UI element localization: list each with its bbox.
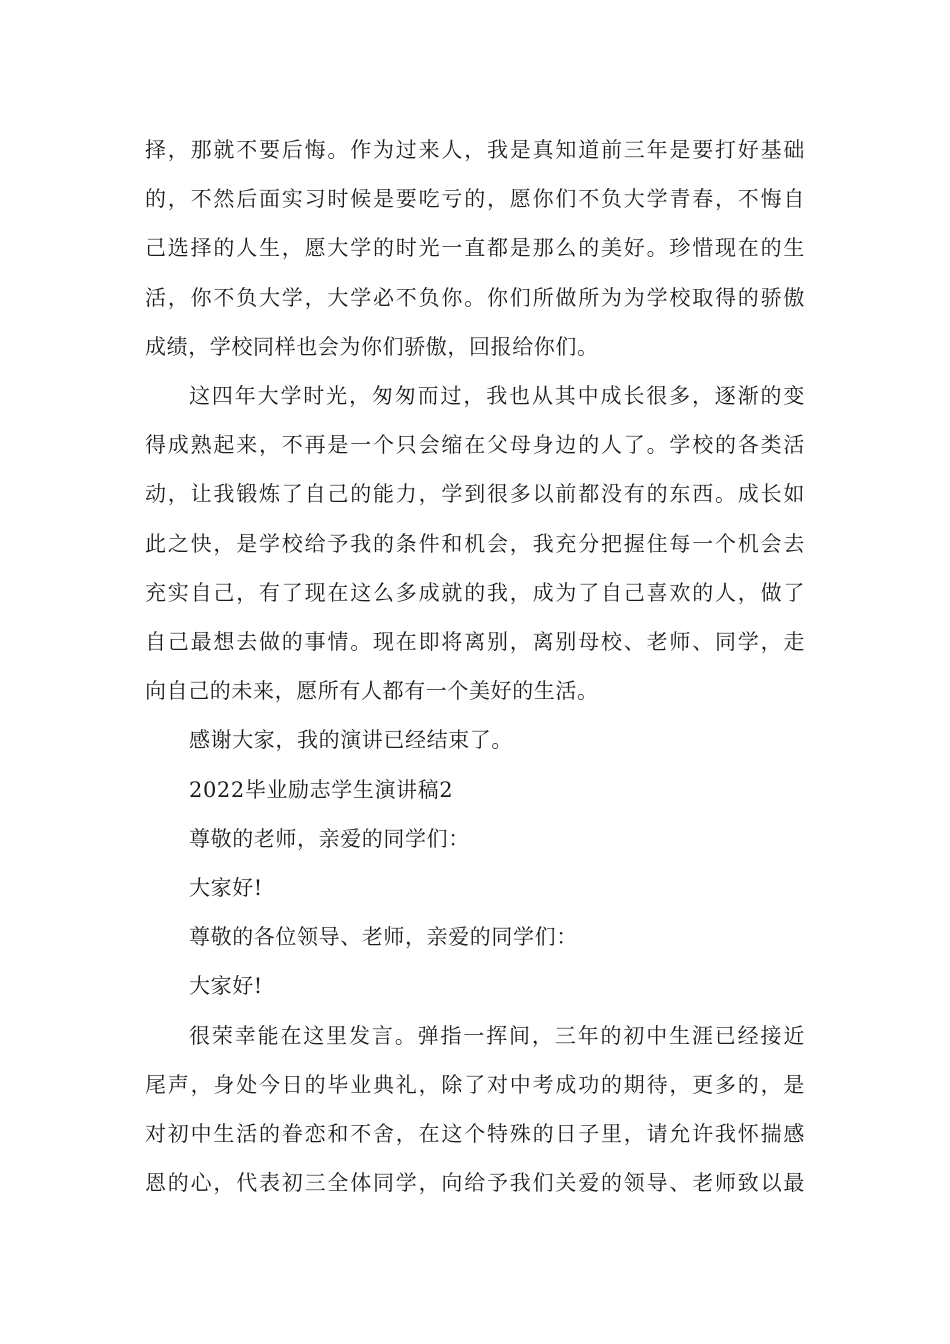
paragraph-2 <box>145 372 805 716</box>
text-line: 尊敬的老师，亲爱的同学们： <box>189 826 470 851</box>
paragraph-closing <box>145 716 805 765</box>
text-line: 大家好! <box>189 876 263 901</box>
text-line: 感谢大家，我的演讲已经结束了。 <box>189 728 513 753</box>
text-line: 此之快，是学校给予我的条件和机会，我充分把握住每一个机会去 <box>145 531 805 556</box>
text-line: 成绩，学校同样也会为你们骄傲，回报给你们。 <box>145 334 599 359</box>
paragraph-1 <box>145 126 805 372</box>
section-title <box>145 766 805 815</box>
greeting <box>145 864 805 913</box>
text-line: 很荣幸能在这里发言。弹指一挥间，三年的初中生涯已经接近 <box>189 1023 805 1048</box>
text-line: 择，那就不要后悔。作为过来人，我是真知道前三年是要打好基础 <box>145 138 805 162</box>
text-line: 对初中生活的眷恋和不舍，在这个特殊的日子里，请允许我怀揣感 <box>145 1122 805 1147</box>
text-line: 得成熟起来，不再是一个只会缩在父母身边的人了。学校的各类活 <box>145 433 805 458</box>
text-line: 的，不然后面实习时候是要吃亏的，愿你们不负大学青春，不悔自 <box>145 187 805 212</box>
text-line: 充实自己，有了现在这么多成就的我，成为了自己喜欢的人，做了 <box>145 580 805 605</box>
text-line: 向自己的未来，愿所有人都有一个美好的生活。 <box>145 679 599 704</box>
paragraph-speech <box>145 1012 805 1209</box>
text-line: 尊敬的各位领导、老师，亲爱的同学们： <box>189 925 578 950</box>
text-line: 大家好! <box>189 974 263 999</box>
text-line: 自己最想去做的事情。现在即将离别，离别母校、老师、同学，走 <box>145 630 805 655</box>
text-line: 尾声，身处今日的毕业典礼，除了对中考成功的期待，更多的，是 <box>145 1072 805 1097</box>
salutation <box>145 913 805 962</box>
salutation <box>145 815 805 864</box>
text-line: 2022毕业励志学生演讲稿2 <box>189 777 454 802</box>
text-line: 动，让我锻炼了自己的能力，学到很多以前都没有的东西。成长如 <box>145 482 805 507</box>
text-line: 己选择的人生，愿大学的时光一直都是那么的美好。珍惜现在的生 <box>145 236 805 261</box>
document-body <box>145 126 805 1208</box>
text-line: 活，你不负大学，大学必不负你。你们所做所为为学校取得的骄傲 <box>145 285 805 310</box>
text-line: 这四年大学时光，匆匆而过，我也从其中成长很多，逐渐的变 <box>189 384 805 409</box>
text-line: 恩的心，代表初三全体同学，向给予我们关爱的领导、老师致以最 <box>145 1171 805 1196</box>
greeting <box>145 962 805 1011</box>
